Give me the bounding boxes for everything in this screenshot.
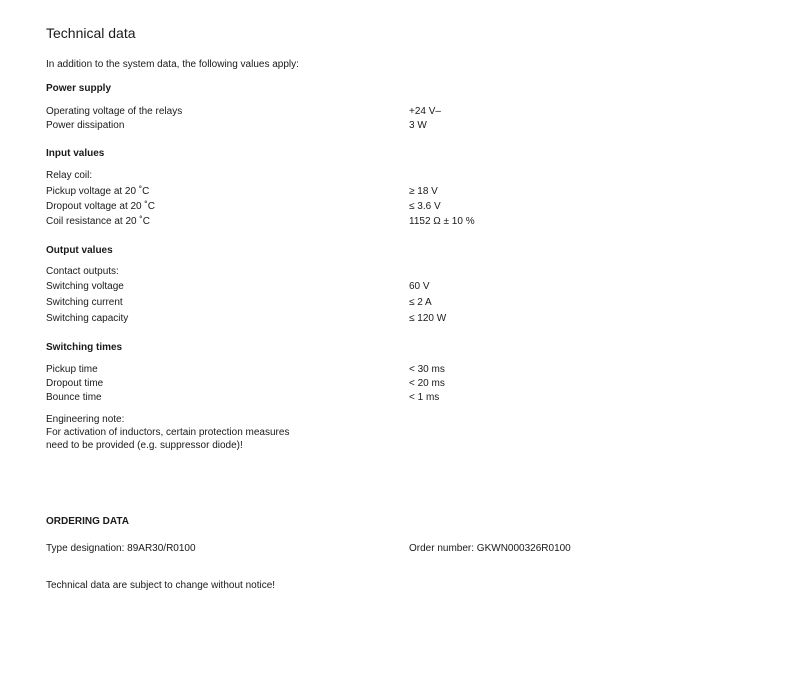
engineering-note-line: For activation of inductors, certain protection measures <box>46 427 290 438</box>
spec-label: Switching voltage <box>46 281 124 292</box>
spec-row <box>46 392 766 405</box>
footer-disclaimer: Technical data are subject to change without notice! <box>46 580 276 591</box>
spec-label: Contact outputs: <box>46 266 119 277</box>
spec-label: Bounce time <box>46 392 102 403</box>
page-title: Technical data <box>46 25 136 41</box>
spec-label: Dropout time <box>46 378 104 389</box>
spec-row <box>46 120 766 133</box>
spec-label: Pickup voltage at 20 ˚C <box>46 186 150 197</box>
ordering-data-heading: ORDERING DATA <box>46 516 129 527</box>
spec-label: Power dissipation <box>46 120 125 131</box>
spec-value: 3 W <box>409 120 427 131</box>
spec-value: ≤ 2 A <box>409 297 432 308</box>
spec-value: ≤ 120 W <box>409 313 447 324</box>
spec-row <box>46 297 766 310</box>
section-heading-power-supply: Power supply <box>46 83 112 94</box>
spec-row <box>46 378 766 391</box>
spec-value: < 20 ms <box>409 378 445 389</box>
spec-label: Switching capacity <box>46 313 129 324</box>
engineering-note-title: Engineering note: <box>46 414 125 425</box>
spec-row <box>46 186 766 199</box>
spec-row <box>46 281 766 294</box>
engineering-note <box>46 413 289 452</box>
engineering-note-line: need to be provided (e.g. suppressor diode)! <box>46 440 243 451</box>
order-number: Order number: GKWN000326R0100 <box>409 543 571 554</box>
spec-value: < 1 ms <box>409 392 440 403</box>
spec-label: Coil resistance at 20 ˚C <box>46 216 150 227</box>
spec-value: ≥ 18 V <box>409 186 438 197</box>
spec-value: 60 V <box>409 281 430 292</box>
spec-value: < 30 ms <box>409 364 445 375</box>
spec-value: ≤ 3.6 V <box>409 201 441 212</box>
section-heading-input-values: Input values <box>46 148 105 159</box>
spec-row <box>46 170 766 183</box>
spec-row <box>46 201 766 214</box>
spec-label: Operating voltage of the relays <box>46 106 183 117</box>
spec-label: Pickup time <box>46 364 98 375</box>
spec-row <box>46 106 766 119</box>
spec-row <box>46 266 766 279</box>
spec-row <box>46 313 766 326</box>
section-heading-output-values: Output values <box>46 245 113 256</box>
spec-value: +24 V– <box>409 106 441 117</box>
spec-row <box>46 364 766 377</box>
spec-row <box>46 216 766 229</box>
section-heading-switching-times: Switching times <box>46 342 123 353</box>
spec-label: Dropout voltage at 20 ˚C <box>46 201 155 212</box>
intro-text: In addition to the system data, the following values apply: <box>46 59 299 70</box>
type-designation: Type designation: 89AR30/R0100 <box>46 543 196 554</box>
spec-value: 1152 Ω ± 10 % <box>409 216 475 227</box>
spec-label: Switching current <box>46 297 123 308</box>
spec-label: Relay coil: <box>46 170 93 181</box>
